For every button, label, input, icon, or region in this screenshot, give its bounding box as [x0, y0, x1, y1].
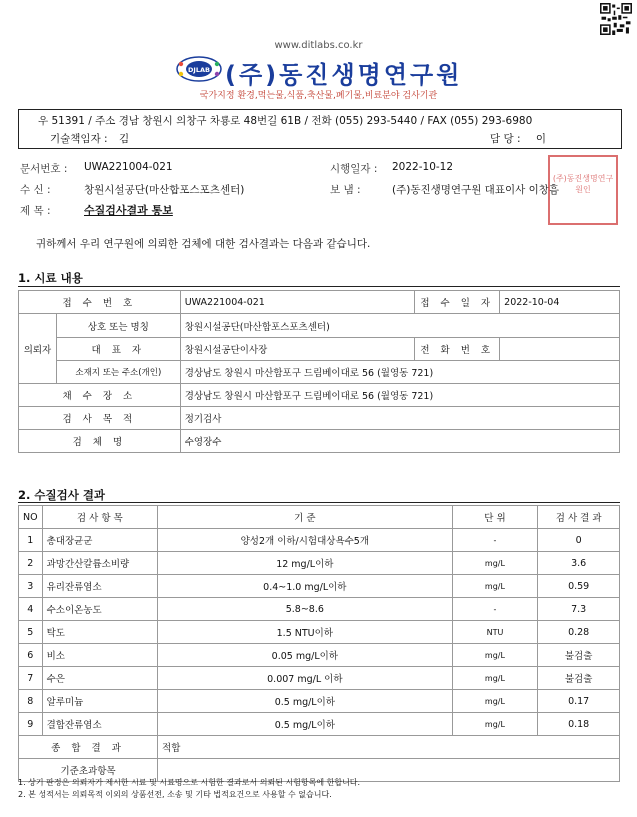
- table-row: [19, 552, 620, 575]
- cell-result: 0.17: [538, 690, 620, 713]
- cell-result: 0: [538, 529, 620, 552]
- cell-item: 총대장균군: [42, 529, 157, 552]
- cell-unit: mg/L: [452, 552, 538, 575]
- col-unit: 단 위: [452, 506, 538, 529]
- manager-name: 이: [535, 133, 546, 145]
- client-address: 경상남도 창원시 마산합포구 드림베이대로 56 (월영동 721): [180, 361, 619, 384]
- address-label: 소재지 또는 주소(개인): [56, 361, 180, 384]
- intro-text: 귀하께서 우리 연구원에 의뢰한 검체에 대한 검사결과는 다음과 같습니다.: [36, 238, 371, 250]
- note-line: 2. 본 성적서는 의뢰목적 이외의 상품선전, 소송 및 기타 법적요건으로 사용할 수 없습니다.: [18, 790, 332, 799]
- issue-date: 2022-10-12: [392, 161, 454, 173]
- phone-label: 전 화 번 호: [415, 338, 500, 361]
- sample-section-title: 1. 시료 내용: [18, 271, 83, 285]
- cell-unit: mg/L: [452, 713, 538, 736]
- cell-item: 유리잔류염소: [42, 575, 157, 598]
- table-header-row: [19, 506, 620, 529]
- section-rule: [18, 502, 620, 503]
- tech-name: 김: [118, 133, 130, 145]
- cell-std: 5.8~8.6: [158, 598, 453, 621]
- col-standard: 기 준: [158, 506, 453, 529]
- staff-in-charge: [490, 131, 546, 146]
- col-result: 검 사 결 과: [538, 506, 620, 529]
- cell-std: 0.5 mg/L이하: [158, 713, 453, 736]
- table-row: [19, 291, 620, 314]
- table-row: [19, 361, 620, 384]
- overall-label: 종 합 결 과: [19, 736, 158, 759]
- cell-no: 1: [19, 529, 43, 552]
- cell-std: 양성2개 이하/시험대상욕수5개: [158, 529, 453, 552]
- overall-result: 적합: [158, 736, 620, 759]
- table-row: [19, 598, 620, 621]
- cell-item: 비소: [42, 644, 157, 667]
- cell-unit: mg/L: [452, 667, 538, 690]
- seal-text: (주)동진생명연구원인: [552, 174, 614, 194]
- table-row: [19, 690, 620, 713]
- results-table: [18, 505, 620, 782]
- cell-result: 0.28: [538, 621, 620, 644]
- cell-std: 0.4~1.0 mg/L이하: [158, 575, 453, 598]
- cell-no: 5: [19, 621, 43, 644]
- cell-unit: mg/L: [452, 575, 538, 598]
- exceed-label: 기준초과항목: [19, 759, 158, 782]
- recipient: 창원시설공단(마산합포스포츠센터): [84, 184, 245, 196]
- receipt-no: UWA221004-021: [180, 291, 415, 314]
- specimen-name: 수영장수: [180, 430, 619, 453]
- cell-std: 1.5 NTU이하: [158, 621, 453, 644]
- address-line: 우 51391 / 주소 경남 창원시 의창구 차룡로 48번길 61B / 전화 (055) 293-5440 / FAX (055) 293-6980: [38, 115, 533, 127]
- sampling-place: 경상남도 창원시 마산합포구 드림베이대로 56 (월영동 721): [180, 384, 619, 407]
- table-row: [19, 338, 620, 361]
- table-row: [19, 621, 620, 644]
- cell-std: 0.5 mg/L이하: [158, 690, 453, 713]
- table-row: [19, 430, 620, 453]
- technical-manager: [50, 131, 129, 146]
- cell-no: 8: [19, 690, 43, 713]
- cell-std: 0.007 mg/L 이하: [158, 667, 453, 690]
- cell-item: 탁도: [42, 621, 157, 644]
- cell-result: 0.18: [538, 713, 620, 736]
- col-item: 검 사 항 목: [42, 506, 157, 529]
- subject: 수질검사결과 통보: [84, 204, 173, 217]
- table-row: [19, 407, 620, 430]
- cell-result: 7.3: [538, 598, 620, 621]
- company-label: 상호 또는 명칭: [56, 314, 180, 338]
- company-name: 창원시설공단(마산합포스포츠센터): [180, 314, 619, 338]
- cell-std: 12 mg/L이하: [158, 552, 453, 575]
- cell-item: 과망간산칼륨소비량: [42, 552, 157, 575]
- table-row: [19, 713, 620, 736]
- specimen-label: 검 체 명: [19, 430, 181, 453]
- organization-subtitle: 국가지정 환경,먹는물,식품,축산물,폐기물,비료분야 검사기관: [199, 91, 438, 101]
- website-url: www.ditlabs.co.kr: [274, 40, 363, 51]
- cell-unit: NTU: [452, 621, 538, 644]
- purpose-label: 검 사 목 적: [19, 407, 181, 430]
- doc-no-label: 문서번호 :: [20, 163, 68, 175]
- notes: [18, 777, 360, 801]
- sender: (주)동진생명연구원 대표이사 이창흠: [392, 184, 560, 196]
- table-row: [19, 529, 620, 552]
- logo-lettering: DJLAB: [188, 66, 210, 74]
- manager-label: 담 당 :: [490, 133, 521, 145]
- test-purpose: 정기검사: [180, 407, 619, 430]
- receipt-no-label: 접 수 번 호: [19, 291, 181, 314]
- rep-label: 대 표 자: [56, 338, 180, 361]
- table-row: [19, 384, 620, 407]
- cell-result: 불검출: [538, 667, 620, 690]
- cell-no: 9: [19, 713, 43, 736]
- cell-result: 불검출: [538, 644, 620, 667]
- receipt-date-label: 접 수 일 자: [415, 291, 500, 314]
- results-section-title: 2. 수질검사 결과: [18, 488, 106, 502]
- cell-no: 2: [19, 552, 43, 575]
- qr-code-icon: [600, 3, 632, 35]
- cell-unit: -: [452, 529, 538, 552]
- client-label: 의뢰자: [19, 314, 57, 384]
- table-row: [19, 575, 620, 598]
- cell-item: 수은: [42, 667, 157, 690]
- cell-unit: mg/L: [452, 690, 538, 713]
- cell-result: 0.59: [538, 575, 620, 598]
- table-row: [19, 644, 620, 667]
- subject-label: 제 목 :: [20, 205, 51, 217]
- cell-std: 0.05 mg/L이하: [158, 644, 453, 667]
- organization-name: (주)동진생명연구원: [225, 61, 463, 89]
- to-label: 수 신 :: [20, 184, 51, 196]
- table-row: [19, 314, 620, 338]
- cell-no: 6: [19, 644, 43, 667]
- section-rule: [18, 286, 620, 287]
- cell-no: 4: [19, 598, 43, 621]
- cell-unit: -: [452, 598, 538, 621]
- phone: [500, 338, 620, 361]
- receipt-date: 2022-10-04: [500, 291, 620, 314]
- cell-result: 3.6: [538, 552, 620, 575]
- company-logo: [176, 56, 222, 82]
- cell-no: 7: [19, 667, 43, 690]
- from-label: 보 냄 :: [330, 184, 361, 196]
- cell-item: 수소이온농도: [42, 598, 157, 621]
- cell-item: 알루미늄: [42, 690, 157, 713]
- tech-label: 기술책임자 :: [50, 133, 108, 145]
- col-no: NO: [19, 506, 43, 529]
- doc-no: UWA221004-021: [84, 161, 173, 173]
- representative: 창원시설공단이사장: [180, 338, 415, 361]
- official-seal: [548, 155, 618, 225]
- cell-no: 3: [19, 575, 43, 598]
- cell-item: 결합잔류염소: [42, 713, 157, 736]
- sample-table: [18, 290, 620, 453]
- note-line: 1. 상기 판정은 의뢰자가 제시한 시료 및 시료명으로 시험한 결과로서 의뢰된 시험항목에 한합니다.: [18, 778, 361, 787]
- table-row: [19, 667, 620, 690]
- place-label: 채 수 장 소: [19, 384, 181, 407]
- cell-unit: mg/L: [452, 644, 538, 667]
- table-row: [19, 736, 620, 759]
- date-label: 시행일자 :: [330, 163, 378, 175]
